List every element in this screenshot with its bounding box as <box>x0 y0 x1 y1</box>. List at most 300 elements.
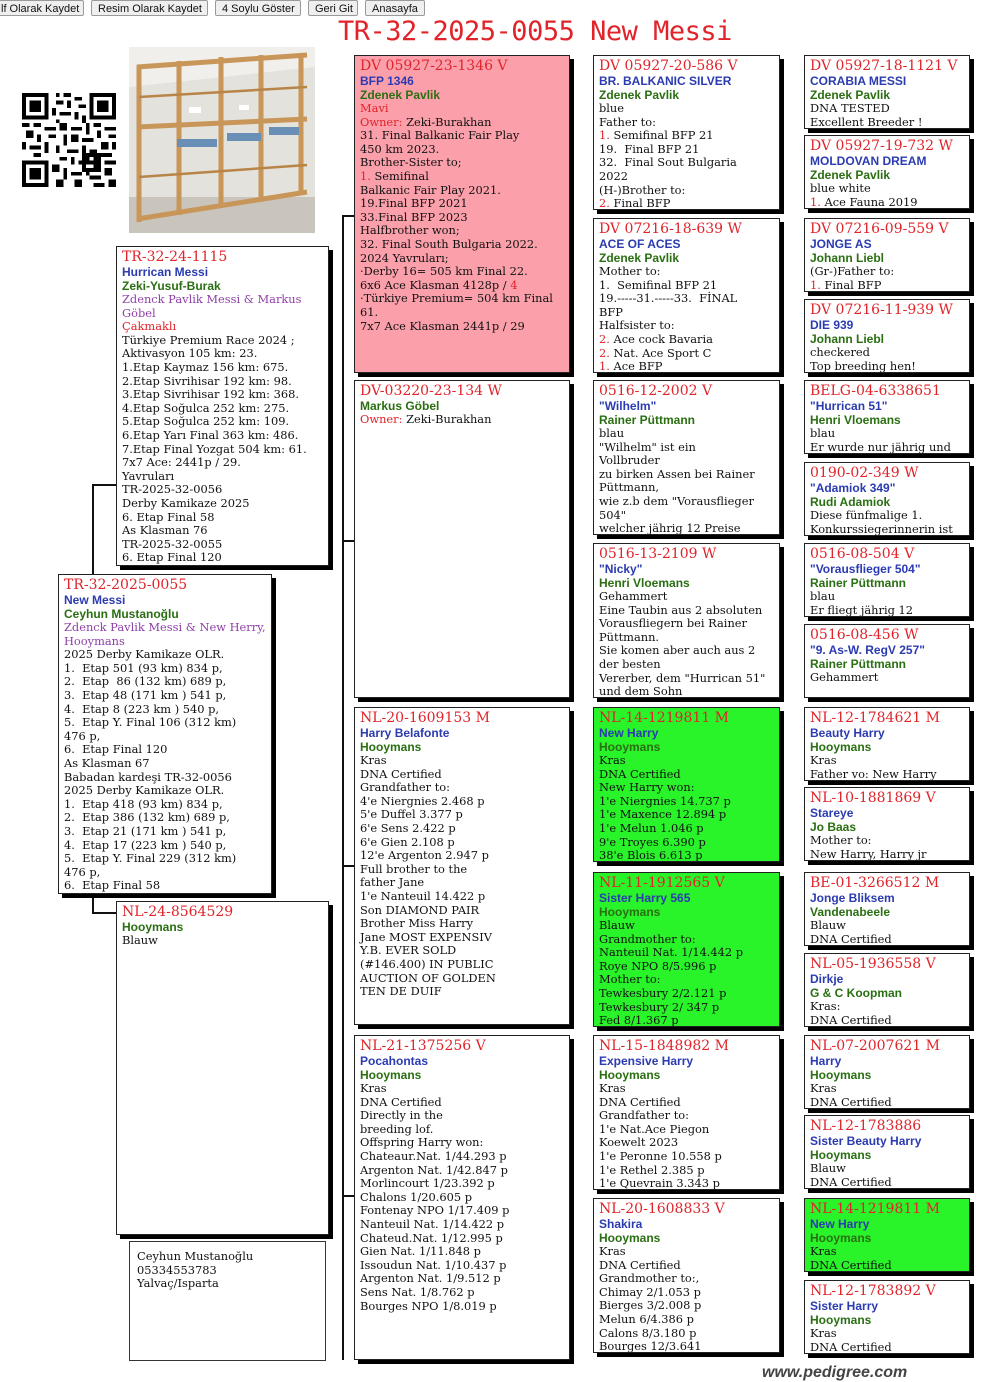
note-line: 2025 Derby Kamikaze OLR. <box>64 647 225 662</box>
connector <box>342 215 354 217</box>
pigeon-card-subject[interactable] <box>58 574 272 894</box>
note-line: Son DIAMOND PAIR <box>360 902 480 917</box>
result-number: 2. <box>599 331 610 346</box>
note-line: 1. Etap 418 (93 km) 834 p, <box>64 796 223 811</box>
pigeon-name: Pocahontas <box>360 1054 429 1068</box>
note-line: 7.Etap Final Yozgat 504 km: 61. <box>122 441 307 456</box>
result-number: 1. <box>810 194 821 209</box>
breeder-name: Henri Vloemans <box>599 576 690 590</box>
breeder-name: Hooymans <box>810 1231 872 1245</box>
pigeon-card-dsds[interactable] <box>804 872 970 946</box>
note-line: DNA Certified <box>599 1257 681 1272</box>
ace-rank-number: 4 <box>510 277 518 292</box>
note-line: Diese fünfmalige 1. <box>810 508 923 522</box>
pigeon-card-sdds[interactable] <box>804 543 970 617</box>
note-line: Brother-Sister to; <box>360 155 462 170</box>
pigeon-name: "9. As-W. RegV 257" <box>810 643 925 657</box>
breeder-name: Johann Liebl <box>810 251 885 265</box>
note-line: Mother to: <box>599 264 661 278</box>
pigeon-name: Harry <box>810 1054 842 1068</box>
connector <box>92 484 116 486</box>
note-line: Eine Taubin aus 2 absoluten <box>599 602 763 617</box>
color-text: Çakmaklı <box>122 319 177 334</box>
page-title: TR-32-2025-0055 New Messi <box>338 16 732 47</box>
pigeon-name: Expensive Harry <box>599 1054 694 1068</box>
note-line: "Wilhelm" ist ein <box>599 439 696 454</box>
note-line: (H-)Brother to: <box>599 182 686 197</box>
pigeon-card-ssds[interactable] <box>804 218 970 292</box>
performance-notes <box>599 265 774 333</box>
breeder-name: Hooymans <box>810 1313 872 1327</box>
note-line: zu birken Assen bei Rainer <box>599 466 755 481</box>
connector <box>342 215 344 1360</box>
note-line: 6. Etap Final 58 <box>122 509 215 524</box>
save-as-image-button[interactable]: Resim Olarak Kaydet <box>91 0 208 16</box>
note-line: Mother to: <box>599 972 661 987</box>
pigeon-card-ssd[interactable] <box>593 218 780 373</box>
note-line: Püttmann. <box>599 629 660 644</box>
pigeon-name: BR. BALKANIC SILVER <box>599 74 732 88</box>
note-line: Excellent Breeder ! <box>810 114 923 129</box>
performance-notes <box>810 1327 964 1354</box>
note-line: Top breeding hen! <box>810 358 916 373</box>
note-line: New Harry, Harry jr <box>810 846 927 861</box>
note-line: Koewelt 2023 <box>599 1135 679 1150</box>
breeder-name: Hooymans <box>360 740 422 754</box>
note-line: 5. Etap Y. Final 229 (312 km) <box>64 851 237 866</box>
note-line: DNA TESTED <box>810 101 890 115</box>
note-line: Kras <box>360 753 387 767</box>
pigeon-card-dddd[interactable] <box>804 1280 970 1354</box>
ring-number: TR-32-2025-0055 <box>64 577 188 593</box>
performance-notes <box>810 919 964 946</box>
note-line: ·Derby 16= 505 km Final 22. <box>360 264 528 279</box>
ring-number: TR-32-24-1115 <box>122 249 228 265</box>
performance-notes <box>122 334 323 565</box>
note-line: New Harry won: <box>599 780 695 795</box>
performance-notes <box>599 116 774 130</box>
note-line: Grandmother to:, <box>599 1271 700 1286</box>
contact-name: Ceyhun Mustanoğlu <box>137 1249 254 1263</box>
result-number: 1. <box>360 168 371 183</box>
pigeon-card-ssdd[interactable] <box>804 299 970 373</box>
ring-number: 0516-08-504 V <box>810 546 915 562</box>
note-line: Jane MOST EXPENSIV <box>360 929 492 944</box>
note-line: 19. Final BFP 21 <box>599 141 700 156</box>
note-line: breeding lof. <box>360 1121 434 1136</box>
result-text: Ace BFP <box>613 359 663 373</box>
ring-number: 0516-08-456 W <box>810 627 919 643</box>
note-line: Kras <box>599 753 626 767</box>
note-line: Er wurde nur jährig und <box>810 439 951 454</box>
pigeon-card-sssd[interactable] <box>804 135 970 209</box>
note-line: Chalons 1/20.605 p <box>360 1189 472 1204</box>
performance-notes <box>810 1162 964 1189</box>
note-line: 19.-----31.-----33. FİNAL <box>599 291 738 306</box>
ring-number: DV 05927-20-586 V <box>599 58 738 74</box>
color-text: Gehammert <box>599 589 668 603</box>
note-line: Kras <box>599 1081 626 1095</box>
note-line: 4.Etap Soğulca 252 km: 275. <box>122 400 290 415</box>
performance-notes <box>810 1082 964 1109</box>
note-line: Chateaur.Nat. 1/44.293 p <box>360 1148 507 1163</box>
note-line: DNA Certified <box>810 1012 892 1027</box>
note-line: 476 p, <box>64 728 101 743</box>
pigeon-card-sds[interactable] <box>593 380 780 535</box>
pigeon-card-dds[interactable] <box>593 1035 780 1190</box>
performance-notes <box>810 590 964 617</box>
performance-notes <box>599 143 774 197</box>
note-line: DNA Certified <box>360 766 442 781</box>
note-line: 33.Final BFP 2023 <box>360 209 468 224</box>
note-line: Tewkesbury 2/2.121 p <box>599 985 727 1000</box>
breeder-name: Hooymans <box>599 1068 661 1082</box>
result-text: Semifinal <box>374 168 429 183</box>
note-line: Nanteuil Nat. 1/14.442 p <box>599 945 744 960</box>
ring-number: DV 07216-18-639 W <box>599 221 742 237</box>
note-line: 2.Etap Sivrihisar 192 km: 98. <box>122 373 292 388</box>
owner-label: Owner: <box>360 412 403 426</box>
note-line: AUCTION OF GOLDEN <box>360 970 496 985</box>
note-line: 3. Etap 21 (171 km ) 541 p, <box>64 823 227 838</box>
pigeon-name: Sister Harry <box>810 1299 879 1313</box>
result-number: 2. <box>599 345 610 360</box>
result-text: Ace Fauna 2019 <box>824 194 918 209</box>
ring-number: BELG-04-6338651 <box>810 383 941 399</box>
note-line: Father to: <box>599 114 656 129</box>
note-line: Kras <box>360 1081 387 1095</box>
loft-photo <box>129 47 315 233</box>
breeder-name: Zdenek Pavlik <box>599 88 680 102</box>
pigeon-card-dd[interactable] <box>354 1035 570 1360</box>
note-line: TR-2025-32-0056 <box>122 482 223 497</box>
result-number: 1. <box>599 128 610 143</box>
note-line: 38'e Blois 6.613 p <box>599 848 703 862</box>
note-line: 6'e Gien 2.108 p <box>360 834 455 849</box>
color-text: blau <box>599 426 625 440</box>
note-line: DNA Certified <box>810 1257 892 1272</box>
note-line: 2. Etap 86 (132 km) 689 p, <box>64 674 227 689</box>
note-line: 4'e Niergnies 2.468 p <box>360 793 485 808</box>
ring-number: 0516-13-2109 W <box>599 546 717 562</box>
note-line: Nanteuil Nat. 1/14.422 p <box>360 1216 505 1231</box>
pigeon-name: Shakira <box>599 1217 643 1231</box>
qr-code <box>22 93 116 187</box>
connector <box>92 894 94 914</box>
connector <box>92 912 116 914</box>
pigeon-card-sire[interactable] <box>116 246 329 566</box>
note-line: DNA Certified <box>810 1094 892 1109</box>
pigeon-name: Harry Belafonte <box>360 726 450 740</box>
note-line: Roye NPO 8/5.996 p <box>599 958 717 973</box>
note-line: Halfbrother won; <box>360 223 460 238</box>
pigeon-card-ddd[interactable] <box>593 1198 780 1353</box>
performance-notes <box>360 129 564 170</box>
save-as-pdf-button[interactable]: lf Olarak Kaydet <box>0 0 84 16</box>
breeder-name: Hooymans <box>599 1231 661 1245</box>
note-line: Sie komen aber auch aus 2 <box>599 643 756 658</box>
ring-number: NL-11-1912565 V <box>599 875 725 891</box>
breeder-name: Hooymans <box>599 905 661 919</box>
note-line: Kras <box>810 1081 837 1095</box>
note-line: Grandmother to: <box>599 931 696 946</box>
note-line: 6. Etap Final 58 <box>64 878 161 893</box>
performance-notes <box>599 754 774 862</box>
note-line: 7x7 Ace: 2441p / 29. <box>122 455 241 470</box>
note-line: 1'e Niergnies 14.737 p <box>599 793 731 808</box>
breeder-name: Henri Vloemans <box>810 413 901 427</box>
note-line: blau <box>810 589 836 603</box>
pigeon-card-dsdd[interactable] <box>804 953 970 1027</box>
pigeon-name: ACE OF ACES <box>599 237 681 251</box>
pigeon-name: Jonge Bliksem <box>810 891 895 905</box>
note-line: 31. Final Balkanic Fair Play <box>360 128 520 143</box>
note-line: (#146.400) IN PUBLIC <box>360 956 494 971</box>
note-line: 6. Etap Final 120 <box>64 742 168 757</box>
pigeon-card-dam[interactable] <box>116 901 329 1235</box>
pigeon-card-dssd[interactable] <box>804 787 970 861</box>
breeder-name: Rainer Püttmann <box>810 657 907 671</box>
note-line: Derby Kamikaze 2025 <box>122 495 250 510</box>
note-line: ·Türkiye Premium= 504 km Final <box>360 291 553 306</box>
ring-number: NL-20-1609153 M <box>360 710 490 726</box>
breeder-name: Rainer Püttmann <box>599 413 696 427</box>
note-line: As Klasman 76 <box>122 523 208 538</box>
note-line: 9'e Troyes 6.390 p <box>599 834 706 849</box>
origin-text: Zdenck Pavlik Messi & Markus Göbel <box>122 292 302 320</box>
note-line: 4. Etap 17 (223 km ) 540 p, <box>64 837 227 852</box>
note-line: Türkiye Premium Race 2024 ; <box>122 332 295 347</box>
note-line: Brother Miss Harry <box>360 916 474 931</box>
footer-watermark: www.pedigree.com <box>762 1364 908 1381</box>
breeder-name: Zdenek Pavlik <box>810 88 891 102</box>
note-line: Vorausfliegern bei Rainer <box>599 616 747 631</box>
note-line: 450 km 2023. <box>360 141 440 156</box>
note-line: Melun 6/4.386 p <box>599 1311 694 1326</box>
ring-number: NL-24-8564529 <box>122 904 234 920</box>
note-line: Chateud.Nat. 1/12.995 p <box>360 1230 503 1245</box>
result-number: 1. <box>599 359 610 373</box>
note-line: Full brother to the <box>360 861 468 876</box>
breeder-name: G & C Koopman <box>810 986 902 1000</box>
performance-notes <box>810 1000 964 1027</box>
pigeon-name: New Messi <box>64 593 126 607</box>
pigeon-card-ddsd[interactable] <box>804 1115 970 1189</box>
result-text: Ace cock Bavaria <box>613 331 713 346</box>
owner-label: Owner: <box>360 114 403 129</box>
note-line: Halfsister to: <box>599 318 675 333</box>
note-line: Vererber, dem "Hurrican 51" <box>599 670 766 685</box>
note-line: Blauw <box>599 918 635 932</box>
note-line: 5'e Duffel 3.377 p <box>360 807 463 822</box>
owner-name: Zeki-Burakhan <box>406 412 492 426</box>
ring-number: NL-05-1936558 V <box>810 956 936 972</box>
note-line: Püttmann, <box>599 480 660 495</box>
performance-notes <box>810 102 964 129</box>
pigeon-card-dsss[interactable] <box>804 707 970 781</box>
pigeon-card-sss[interactable] <box>593 55 780 210</box>
note-line: Morlincourt 1/23.392 p <box>360 1176 495 1191</box>
ring-number: NL-07-2007621 M <box>810 1038 940 1054</box>
note-line: Argenton Nat. 1/42.847 p <box>360 1162 508 1177</box>
note-line: 2024 Yavruları; <box>360 250 449 265</box>
note-line: Calons 8/3.180 p <box>599 1325 697 1340</box>
note-line: Sens Nat. 1/8.762 p <box>360 1284 475 1299</box>
ring-number: NL-14-1219811 M <box>810 1201 940 1217</box>
note-line: 504" <box>599 507 626 522</box>
note-line: Blauw <box>810 918 846 932</box>
note-line: 5. Etap Y. Final 106 (312 km) <box>64 715 237 730</box>
breeder-name: Jo Baas <box>810 820 857 834</box>
note-line: 19.Final BFP 2021 <box>360 196 468 211</box>
note-line: 3. Etap 48 (171 km ) 541 p, <box>64 687 227 702</box>
note-line: Argenton Nat. 1/9.512 p <box>360 1271 501 1286</box>
origin-text: Zdenck Pavlik Messi & New Herry, Hooymans <box>64 620 266 648</box>
show-4-generations-button[interactable]: 4 Soylu Göster <box>215 0 301 16</box>
note-line: Blauw <box>810 1161 846 1175</box>
note-line: DNA Certified <box>810 1174 892 1189</box>
note-line: father Jane <box>360 875 425 890</box>
note-line: Fontenay NPO 1/17.409 p <box>360 1203 510 1218</box>
ring-number: NL-12-1784621 M <box>810 710 940 726</box>
pigeon-name: DIE 939 <box>810 318 854 332</box>
ring-number: NL-15-1848982 M <box>599 1038 729 1054</box>
pigeon-name: New Harry <box>810 1217 870 1231</box>
back-button[interactable]: Geri Git <box>308 0 358 16</box>
note-line: Kras <box>810 1244 837 1258</box>
note-line: TEN DE DUIF <box>360 984 442 999</box>
pigeon-name: CORABIA MESSI <box>810 74 907 88</box>
performance-notes <box>599 1082 774 1190</box>
note-line: 6'e Sens 2.422 p <box>360 820 456 835</box>
note-line: Er fliegt jährig 12 <box>810 602 914 617</box>
pigeon-card-sdd[interactable] <box>593 543 780 698</box>
note-line: DNA Certified <box>810 1339 892 1354</box>
note-line: Father vo: New Harry <box>810 766 937 781</box>
pigeon-name: BFP 1346 <box>360 74 414 88</box>
note-line: 1.Etap Kaymaz 156 km: 675. <box>122 359 289 374</box>
note-line: 1'e Peronne 10.558 p <box>599 1148 722 1163</box>
note-line: 2025 Derby Kamikaze OLR. <box>64 783 225 798</box>
pigeon-card-sddd[interactable] <box>804 624 970 698</box>
note-line: Issoudun Nat. 1/10.437 p <box>360 1257 507 1272</box>
breeder-name: Hooymans <box>810 740 872 754</box>
home-button[interactable]: Anasayfa <box>365 0 425 16</box>
contact-box <box>129 1241 326 1361</box>
note-line: Aktivasyon 105 km: 23. <box>122 346 258 361</box>
note-line: blau <box>810 426 836 440</box>
performance-notes <box>599 919 774 1027</box>
note-line: und dem Sohn <box>599 684 683 698</box>
note-line: Bourges 12/3.641 <box>599 1339 702 1353</box>
breeder-name: Rudi Adamiok <box>810 495 891 509</box>
pigeon-card-ssss[interactable] <box>804 55 970 129</box>
contact-location: Yalvaç/Isparta <box>137 1276 219 1291</box>
owner-name: Zeki-Burakhan <box>406 114 492 129</box>
pigeon-card-ddds[interactable] <box>804 1198 970 1272</box>
connector <box>92 484 94 576</box>
breeder-name: Zdenek Pavlik <box>810 168 891 182</box>
performance-notes <box>64 648 266 893</box>
note-line: Grandfather to: <box>360 780 450 795</box>
note-line: der besten <box>599 656 661 671</box>
performance-notes <box>599 441 774 535</box>
pigeon-name: JONGE AS <box>810 237 872 251</box>
note-line: 1'e Nanteuil 14.422 p <box>360 888 486 903</box>
note-line: Bourges NPO 1/8.019 p <box>360 1298 497 1313</box>
note-line: welcher jährig 12 Preise <box>599 521 741 535</box>
pigeon-card-dss[interactable] <box>593 707 780 862</box>
note-line: 3.Etap Sivrihisar 192 km: 368. <box>122 387 299 402</box>
note-line: TR-2025-32-0055 <box>122 536 223 551</box>
performance-notes <box>810 671 964 685</box>
pigeon-name: Beauty Harry <box>810 726 885 740</box>
note-line: DNA Certified <box>599 766 681 781</box>
ring-number: DV 05927-23-1346 V <box>360 58 508 74</box>
note-line: Babadan kardeşi TR-32-0056 <box>64 769 232 784</box>
ring-number: 0190-02-349 W <box>810 465 919 481</box>
pigeon-name: MOLDOVAN DREAM <box>810 154 927 168</box>
pigeon-card-sdss[interactable] <box>804 380 970 454</box>
note-line: DNA Certified <box>599 1094 681 1109</box>
connector <box>342 1195 354 1197</box>
breeder-name: Zeki-Yusuf-Burak <box>122 279 221 293</box>
connector <box>342 865 354 867</box>
ring-number: DV 07216-11-939 W <box>810 302 953 318</box>
pigeon-card-ddss[interactable] <box>804 1035 970 1109</box>
note-line: 2. Etap 386 (132 km) 689 p, <box>64 810 230 825</box>
note-line: 6. Etap Final 120 <box>122 550 222 565</box>
ring-number: NL-20-1608833 V <box>599 1201 725 1217</box>
performance-notes <box>810 346 964 373</box>
note-line: Y.B. EVER SOLD <box>360 943 457 958</box>
note-line: 2022 <box>599 168 628 183</box>
performance-notes <box>810 1245 964 1272</box>
note-line: 1. Etap 501 (93 km) 834 p, <box>64 660 223 675</box>
note-line: 1'e Melun 1.046 p <box>599 820 704 835</box>
pigeon-card-sdsd[interactable] <box>804 462 970 536</box>
pigeon-card-dsd[interactable] <box>593 872 780 1027</box>
breeder-name: Rainer Püttmann <box>810 576 907 590</box>
pigeon-card-ss[interactable] <box>354 55 570 373</box>
note-line: Kras <box>599 1244 626 1258</box>
breeder-name: Hooymans <box>599 740 661 754</box>
note-line: Gien Nat. 1/11.848 p <box>360 1244 481 1259</box>
breeder-name: Zdenek Pavlik <box>360 88 441 102</box>
result-text: Nat. Ace Sport C <box>613 345 712 360</box>
note-line: checkered <box>810 345 870 359</box>
pigeon-card-sd[interactable] <box>354 380 570 698</box>
color-text: Blauw <box>122 933 158 947</box>
note-line: 1. Semifinal BFP 21 <box>599 277 718 292</box>
note-line: 7x7 Ace Klasman 2441p / 29 <box>360 318 525 333</box>
note-line: DNA Certified <box>810 931 892 946</box>
ring-number: NL-12-1783892 V <box>810 1283 936 1299</box>
note-line: Yavruları <box>122 468 175 483</box>
performance-notes <box>810 265 964 279</box>
note-line: 476 p, <box>64 864 101 879</box>
pigeon-card-ds[interactable] <box>354 707 570 1025</box>
ring-number: NL-12-1783886 <box>810 1118 922 1134</box>
result-text: Final BFP <box>824 277 882 292</box>
breeder-name: Hooymans <box>810 1068 872 1082</box>
pigeon-name: "Adamiok 349" <box>810 481 896 495</box>
ring-number: NL-14-1219811 M <box>599 710 729 726</box>
result-text: Final BFP <box>613 196 671 210</box>
breeder-name: Zdenek Pavlik <box>599 251 680 265</box>
ring-number: NL-21-1375256 V <box>360 1038 486 1054</box>
note-line: 1'e Quevrain 3.343 p <box>599 1176 720 1190</box>
